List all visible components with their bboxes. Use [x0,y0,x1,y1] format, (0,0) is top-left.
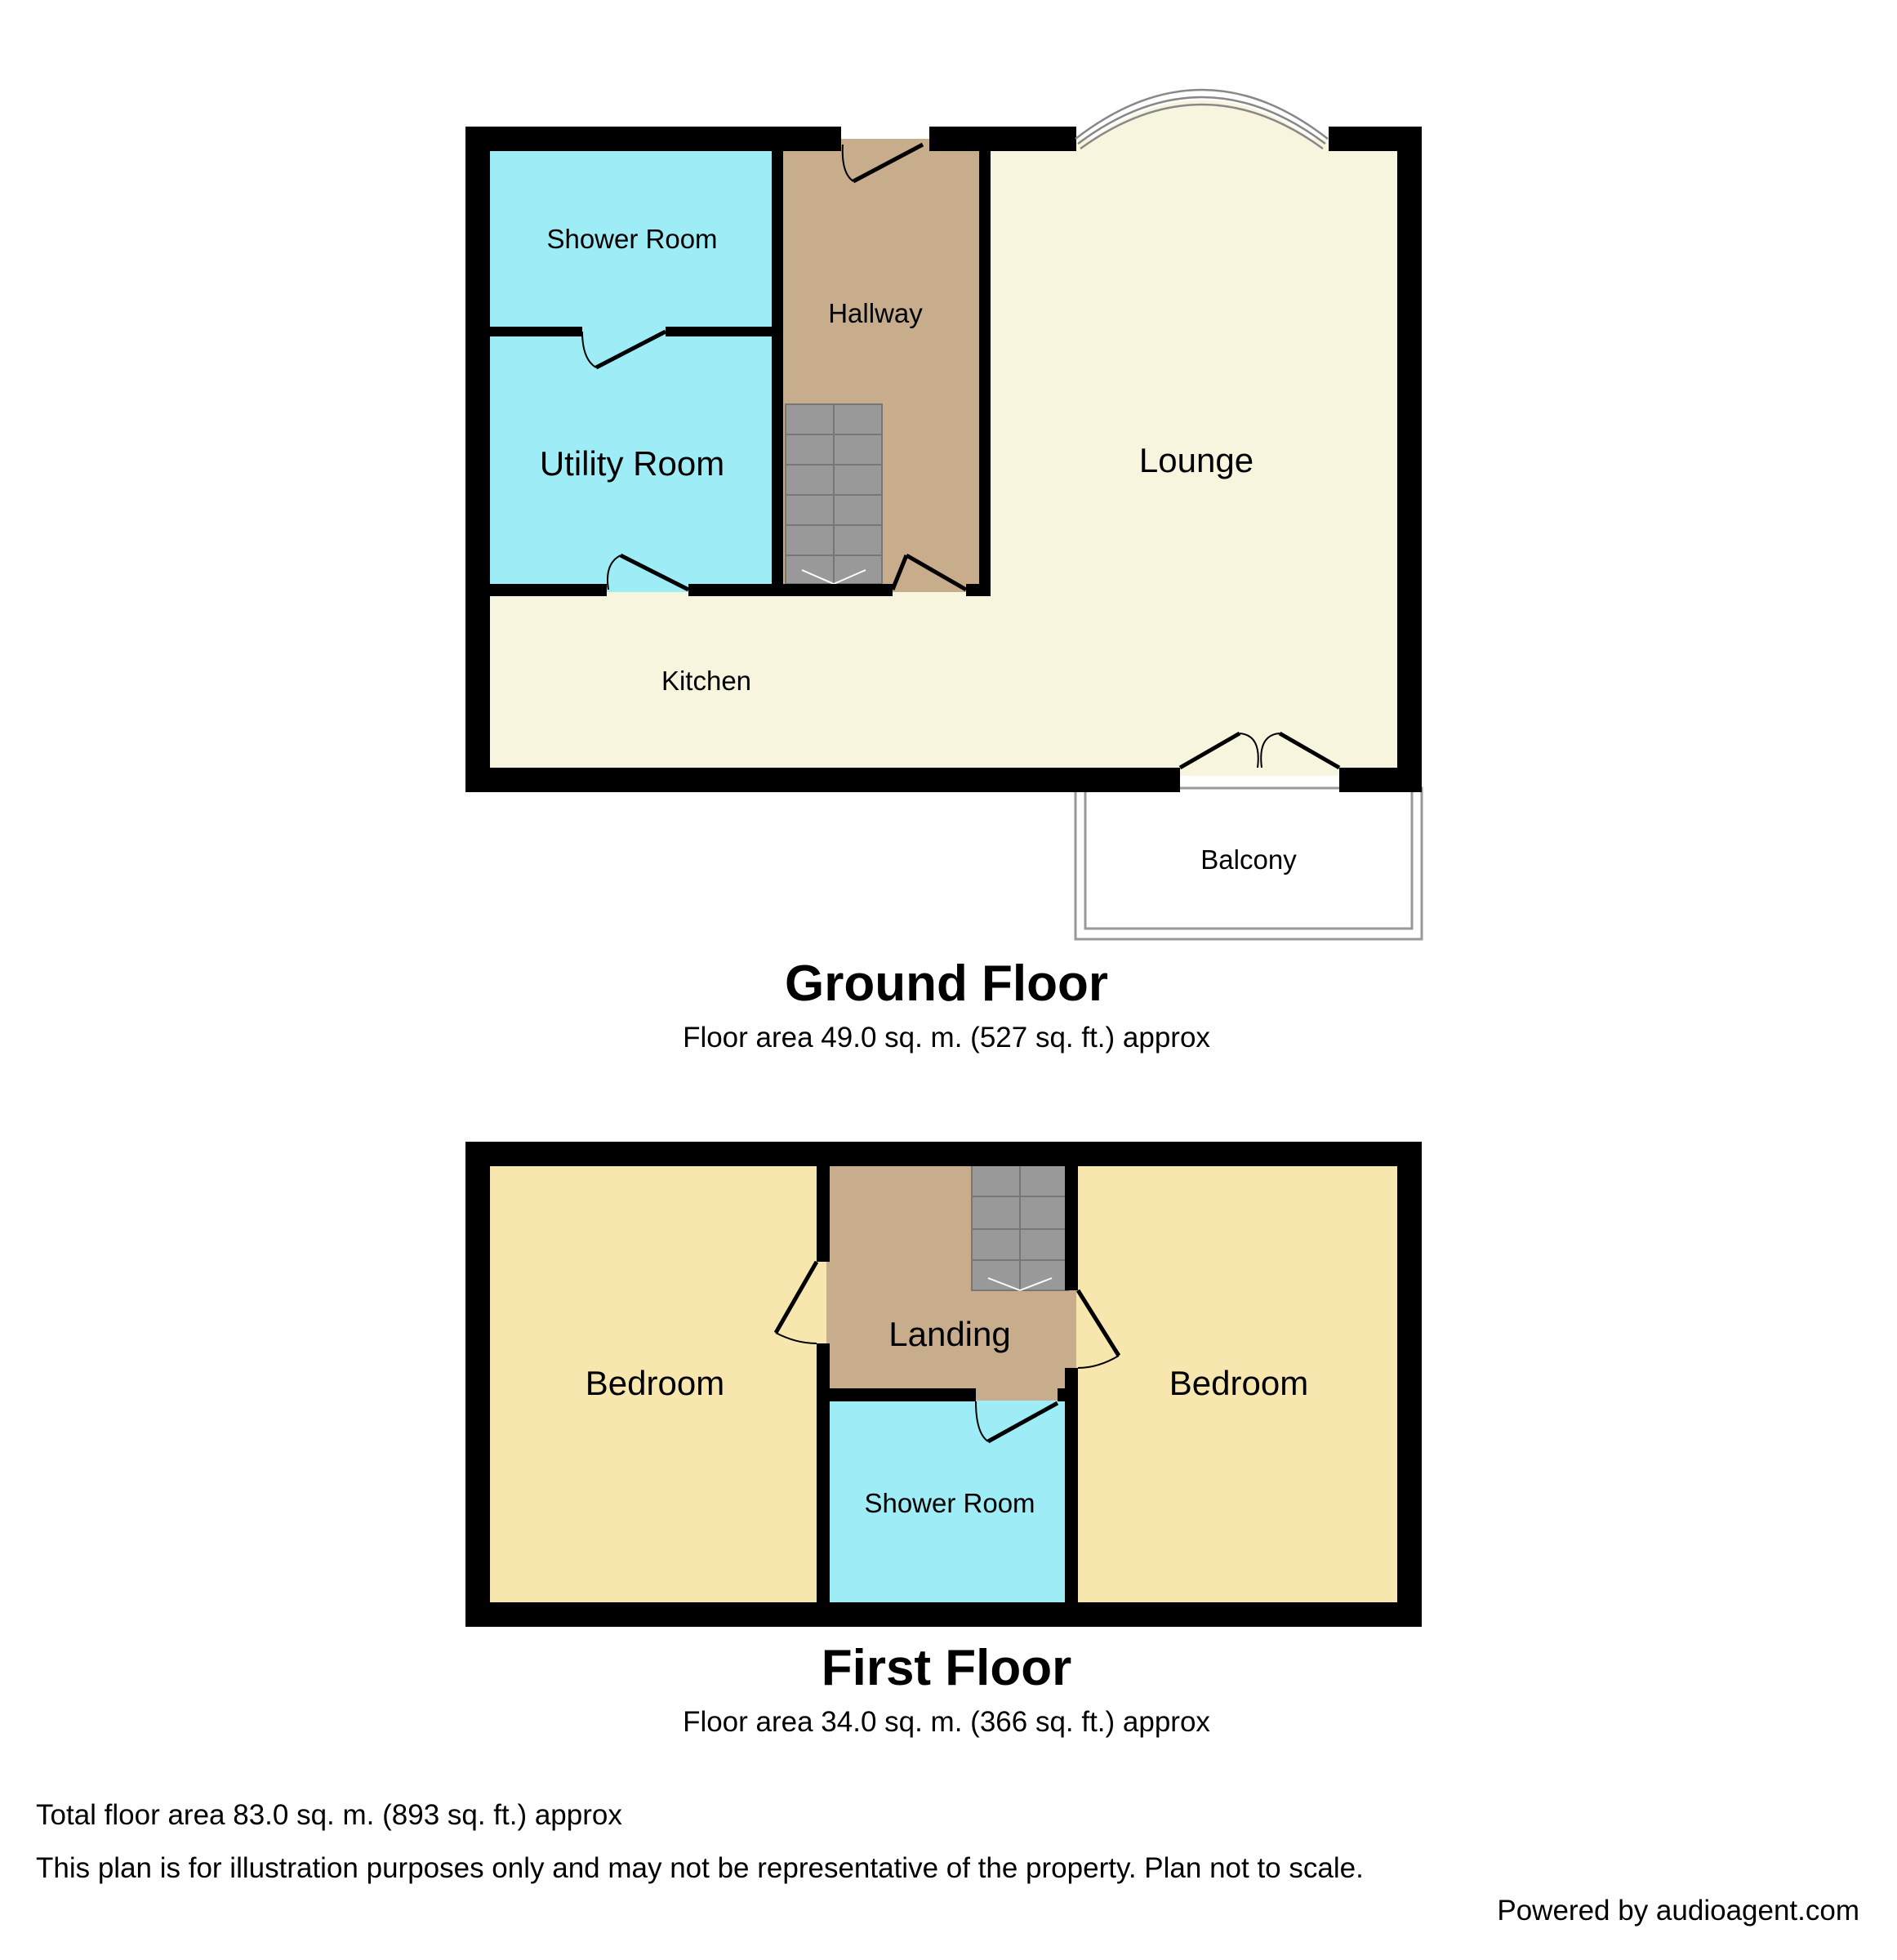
powered-by: Powered by audioagent.com [1497,1895,1859,1927]
first-floor-shower-room-label: Shower Room [864,1488,1035,1518]
utility-room-label: Utility Room [539,444,725,483]
first-floor-area: Floor area 34.0 sq. m. (366 sq. ft.) approx [683,1706,1210,1738]
hallway-label: Hallway [828,298,923,328]
bedroom-right-label: Bedroom [1169,1364,1309,1402]
ground-floor-plan [465,90,1422,1054]
disclaimer: This plan is for illustration purposes only and may not be representative of the property. Plan not to scale. [36,1852,1364,1884]
ground-floor-title: Ground Floor [784,956,1109,1012]
first-floor-title: First Floor [821,1640,1072,1696]
kitchen-label: Kitchen [661,666,752,696]
first-floor-plan [465,1142,1422,1738]
lounge-bay-window-fill [1075,100,1328,152]
landing-label: Landing [888,1315,1011,1353]
balcony-label: Balcony [1200,844,1297,875]
bedroom-left-label: Bedroom [585,1364,725,1402]
first-floor-stairs [972,1164,1068,1290]
ground-floor-area: Floor area 49.0 sq. m. (527 sq. ft.) approx [683,1022,1210,1054]
total-floor-area: Total floor area 83.0 sq. m. (893 sq. ft.) approx [36,1799,622,1831]
shower-room-label: Shower Room [546,224,718,254]
lounge-label: Lounge [1138,441,1254,479]
stairs [786,404,882,584]
